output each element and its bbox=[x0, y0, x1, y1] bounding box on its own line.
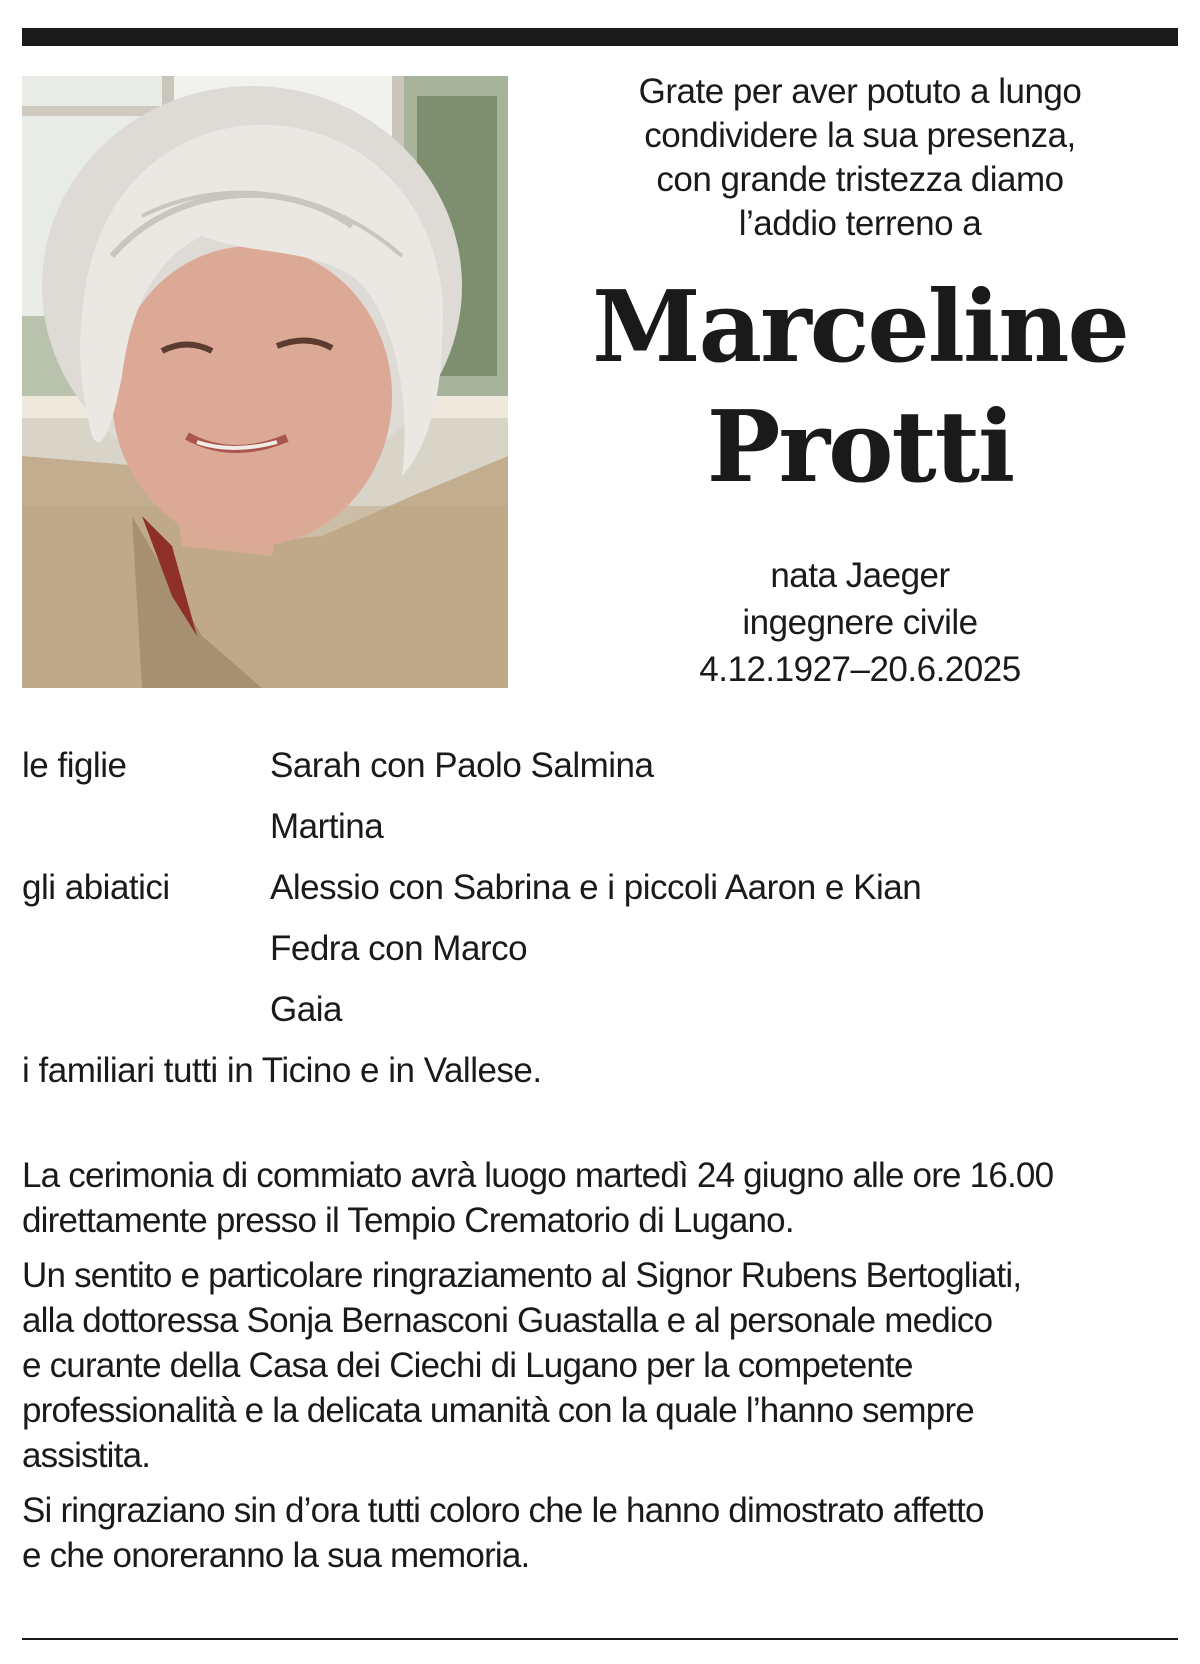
thanks-paragraph bbox=[22, 1253, 1182, 1478]
portrait-illustration bbox=[22, 76, 508, 688]
thanks-line: alla dottoressa Sonja Bernasconi Guastalla e al personale medico bbox=[22, 1301, 993, 1340]
final-thanks-line: Si ringraziano sin d’ora tutti coloro che le hanno dimostrato affetto bbox=[22, 1491, 984, 1530]
deceased-name bbox=[560, 268, 1160, 508]
life-dates: 4.12.1927–20.6.2025 bbox=[699, 650, 1021, 689]
ceremony-paragraph bbox=[22, 1153, 1182, 1243]
intro-line: l’addio terreno a bbox=[738, 204, 982, 243]
family-member: Fedra con Marco bbox=[270, 929, 528, 968]
thanks-line: assistita. bbox=[22, 1436, 151, 1475]
family-list bbox=[22, 735, 1172, 1101]
ceremony-line: La cerimonia di commiato avrà luogo martedì 24 giugno alle ore 16.00 bbox=[22, 1156, 1054, 1195]
thanks-line: professionalità e la delicata umanità con la quale l’hanno sempre bbox=[22, 1391, 974, 1430]
intro-line: Grate per aver potuto a lungo bbox=[638, 72, 1082, 111]
profession: ingegnere civile bbox=[742, 603, 978, 642]
intro-line: condividere la sua presenza, bbox=[644, 116, 1076, 155]
intro-line: con grande tristezza diamo bbox=[656, 160, 1064, 199]
deceased-details bbox=[560, 552, 1160, 693]
family-member: Sarah con Paolo Salmina bbox=[270, 746, 654, 785]
born-as: nata Jaeger bbox=[770, 556, 950, 595]
thanks-line: Un sentito e particolare ringraziamento al Signor Rubens Bertogliati, bbox=[22, 1256, 1022, 1295]
first-name: Marceline bbox=[592, 270, 1128, 385]
top-rule bbox=[22, 28, 1178, 46]
last-name: Protti bbox=[706, 390, 1014, 505]
intro-text bbox=[560, 70, 1160, 246]
final-thanks-paragraph bbox=[22, 1488, 1182, 1578]
family-row bbox=[22, 796, 1172, 857]
family-member: Martina bbox=[270, 807, 384, 846]
bottom-rule bbox=[22, 1638, 1178, 1640]
portrait-photo bbox=[22, 76, 508, 688]
header-block bbox=[560, 70, 1160, 693]
family-label: gli abiatici bbox=[22, 868, 170, 907]
family-label: le figlie bbox=[22, 746, 127, 785]
thanks-line: e curante della Casa dei Ciechi di Lugano per la competente bbox=[22, 1346, 913, 1385]
family-row bbox=[22, 857, 1172, 918]
family-member: Alessio con Sabrina e i piccoli Aaron e Kian bbox=[270, 868, 922, 907]
family-row bbox=[22, 735, 1172, 796]
family-row bbox=[22, 979, 1172, 1040]
final-thanks-line: e che onoreranno la sua memoria. bbox=[22, 1536, 530, 1575]
family-member: Gaia bbox=[270, 990, 342, 1029]
ceremony-line: direttamente presso il Tempio Crematorio di Lugano. bbox=[22, 1201, 794, 1240]
family-closing: i familiari tutti in Ticino e in Vallese. bbox=[22, 1051, 542, 1090]
family-row bbox=[22, 918, 1172, 979]
announcement-body bbox=[22, 1153, 1182, 1588]
